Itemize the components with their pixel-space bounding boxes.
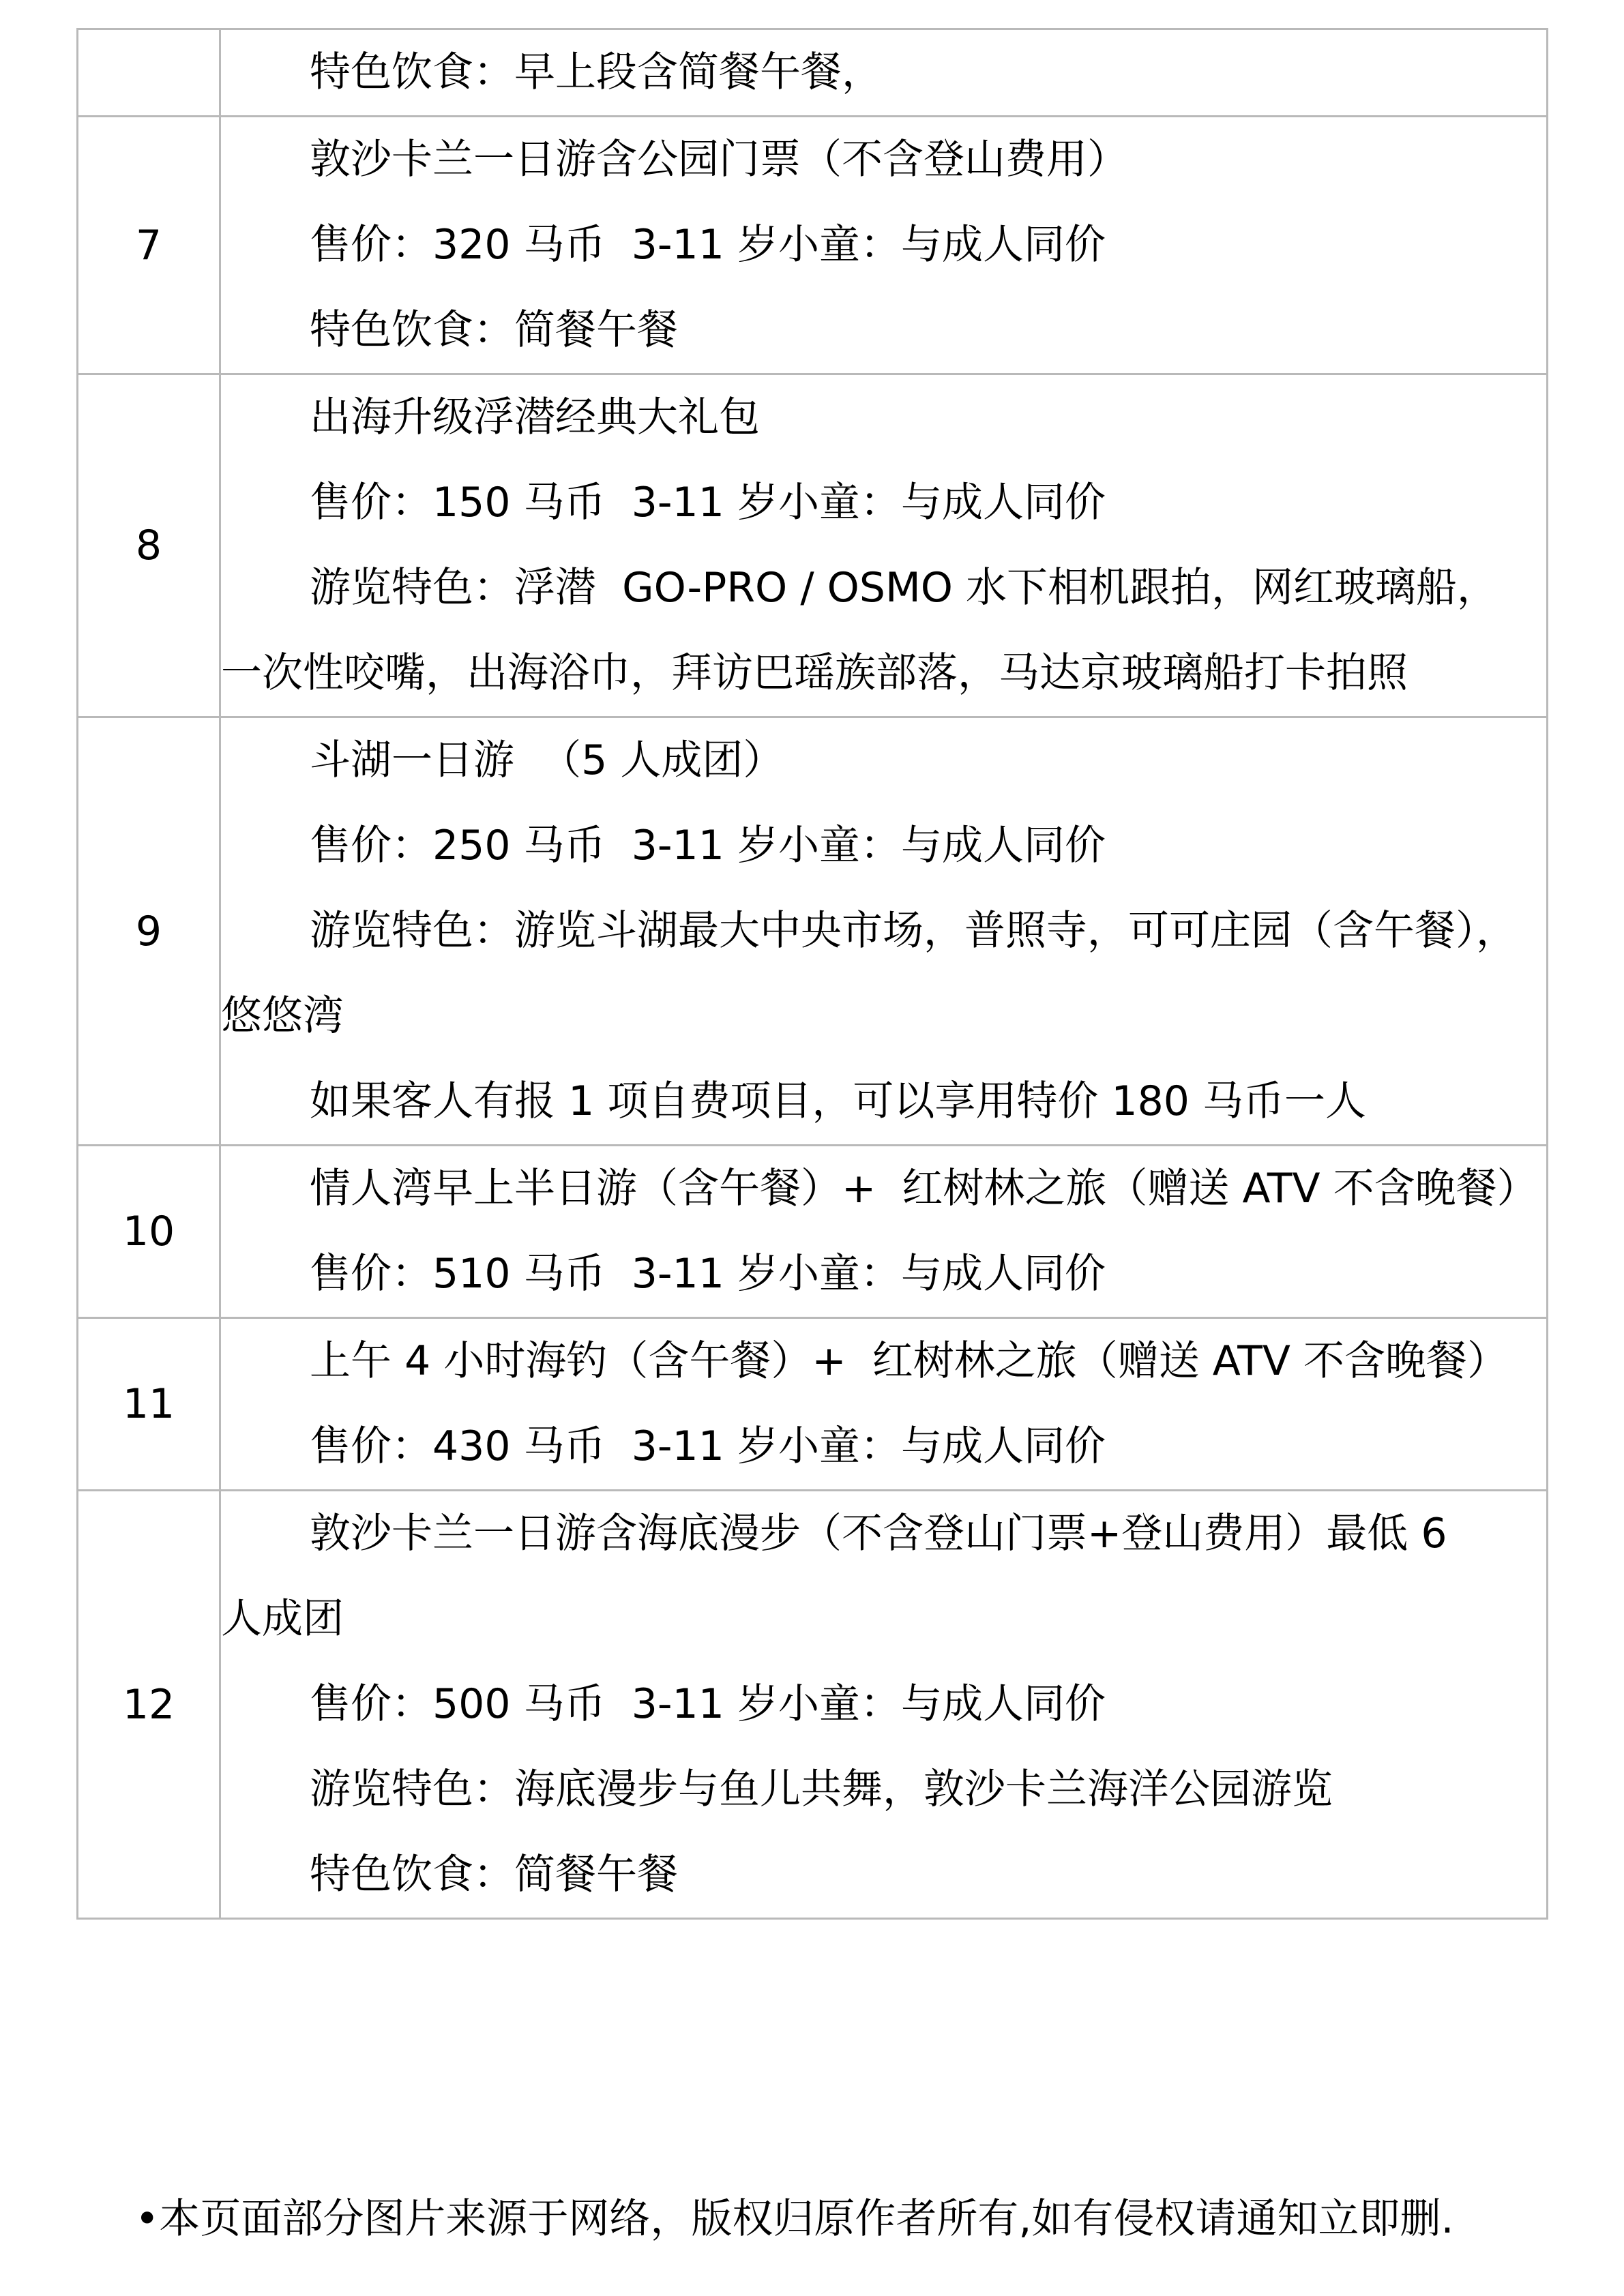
table-row [78,117,1548,374]
row-number: 8 [78,374,220,717]
row-description [220,1318,1548,1491]
row-number: 9 [78,717,220,1146]
copyright-notice [135,2194,1454,2243]
bullet-icon: • [135,2195,160,2243]
table-row [78,1146,1548,1318]
table-row [78,1318,1548,1491]
description-line: 人成团 [221,1595,344,1643]
description-line: 敦沙卡兰一日游含公园门票（不含登山费用） [310,136,1128,183]
row-number: 10 [78,1146,220,1318]
description-line: 一次性咬嘴，出海浴巾，拜访巴瑶族部落，马达京玻璃船打卡拍照 [221,649,1408,697]
description-line: 售价：250 马币 3-11 岁小童：与成人同价 [310,822,1106,869]
description-line: 如果客人有报 1 项自费项目，可以享用特价 180 马币一人 [310,1077,1366,1125]
row-number [78,29,220,117]
copyright-text: 本页面部分图片来源于网络，版权归原作者所有,如有侵权请通知立即删. [159,2195,1454,2243]
table-row [78,1491,1548,1919]
row-description [220,717,1548,1146]
description-line: 售价：430 马币 3-11 岁小童：与成人同价 [310,1422,1106,1470]
row-number: 11 [78,1318,220,1491]
row-description [220,117,1548,374]
description-line: 游览特色：浮潜 GO-PRO / OSMO 水下相机跟拍，网红玻璃船， [310,564,1498,612]
row-number: 12 [78,1491,220,1919]
description-line: 售价：500 马币 3-11 岁小童：与成人同价 [310,1680,1106,1728]
description-line: 敦沙卡兰一日游含海底漫步（不含登山门票+登山费用）最低 6 [310,1510,1447,1557]
table-row [78,29,1548,117]
description-line: 出海升级浮潜经典大礼包 [310,393,760,441]
row-description [220,1491,1548,1919]
description-line: 情人湾早上半日游（含午餐）+ 红树林之旅（赠送 ATV 不含晚餐） [310,1165,1538,1212]
description-line: 特色饮食：早上段含简餐午餐， [310,48,883,96]
description-line: 游览特色：海底漫步与鱼儿共舞，敦沙卡兰海洋公园游览 [310,1765,1333,1813]
description-line: 斗湖一日游 （5 人成团） [310,736,784,784]
description-line: 悠悠湾 [221,992,344,1040]
table-row [78,374,1548,717]
row-number: 7 [78,117,220,374]
description-line: 上午 4 小时海钓（含午餐）+ 红树林之旅（赠送 ATV 不含晚餐） [310,1337,1508,1385]
row-description [220,374,1548,717]
description-line: 售价：320 马币 3-11 岁小童：与成人同价 [310,221,1106,269]
description-line: 游览特色：游览斗湖最大中央市场，普照寺，可可庄园（含午餐）， [310,907,1517,955]
table-row [78,717,1548,1146]
description-line: 售价：510 马币 3-11 岁小童：与成人同价 [310,1250,1106,1298]
row-description [220,29,1548,117]
description-line: 特色饮食：简餐午餐 [310,306,678,354]
tour-table [76,28,1548,1920]
description-line: 售价：150 马币 3-11 岁小童：与成人同价 [310,479,1106,526]
description-line: 特色饮食：简餐午餐 [310,1851,678,1898]
row-description [220,1146,1548,1318]
